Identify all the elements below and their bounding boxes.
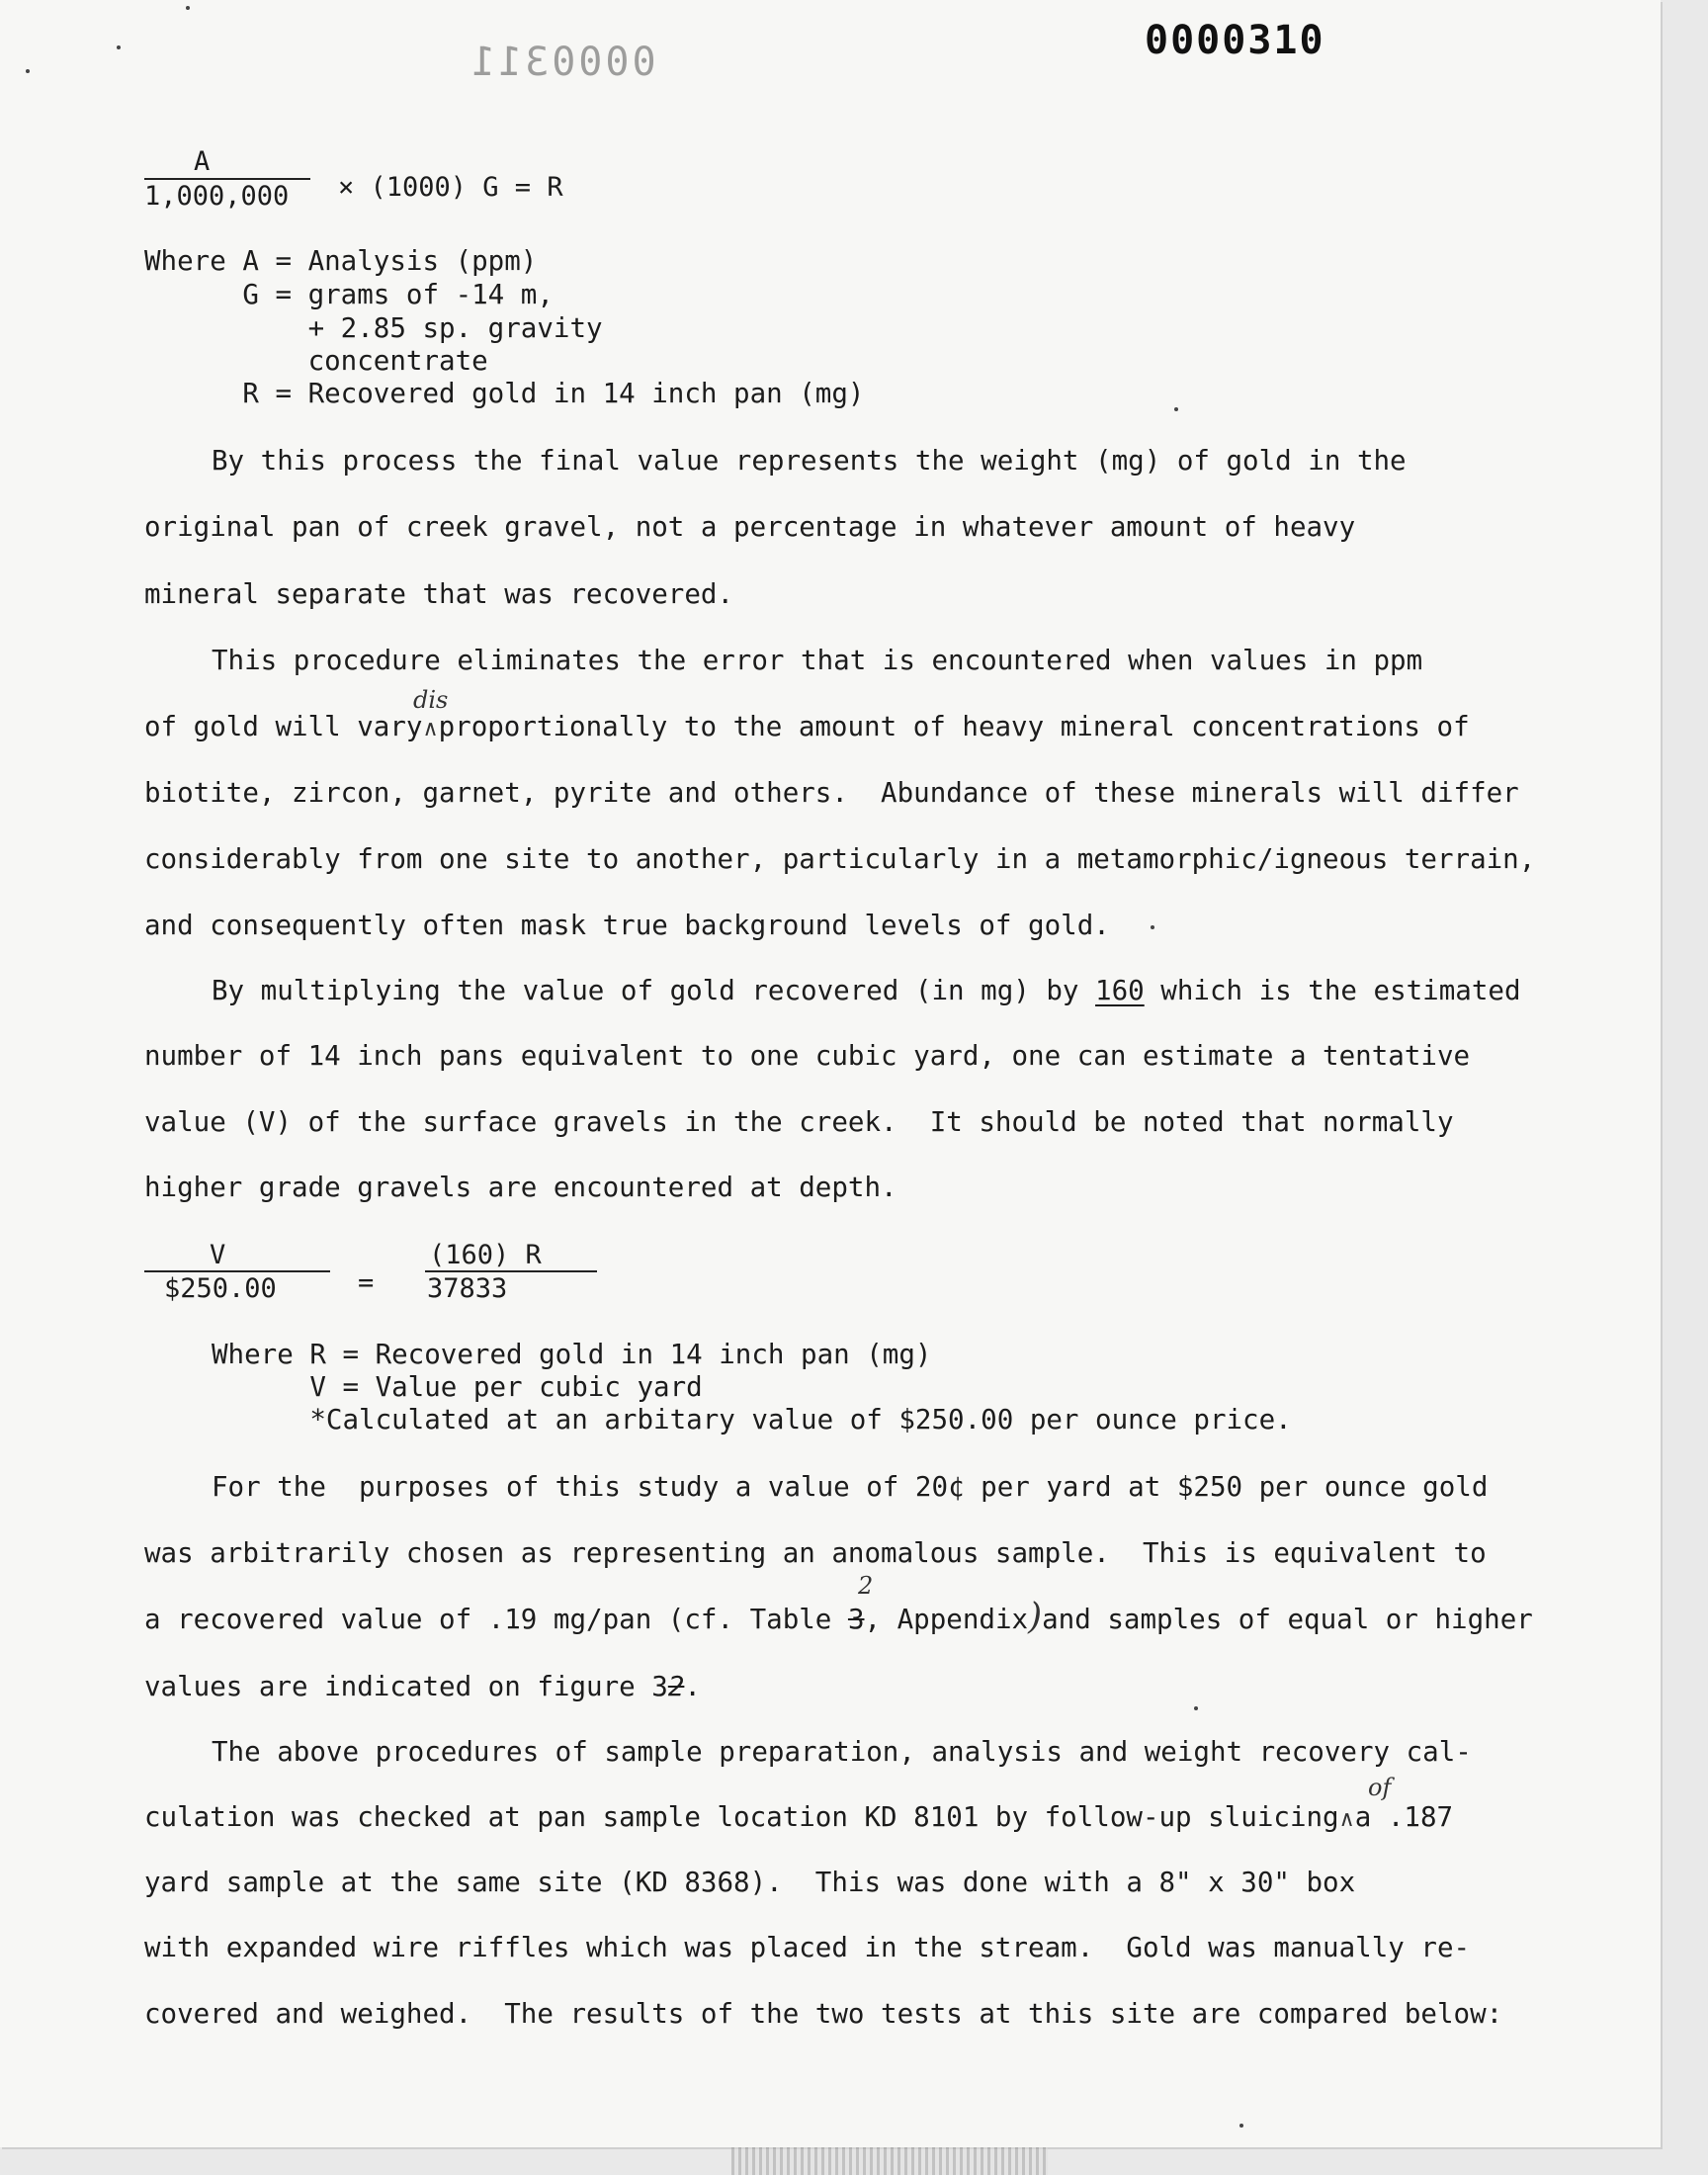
insertion-caret: ∧ xyxy=(1338,1807,1355,1832)
text-line: culation was checked at pan sample location KD 8101 by follow-up sluicing∧a .187 xyxy=(144,1801,1454,1833)
text-line: was arbitrarily chosen as representing an anomalous sample. This is equivalent to xyxy=(144,1537,1487,1569)
handwritten-table-number: 2 xyxy=(858,1572,874,1600)
speck xyxy=(26,69,30,73)
speck xyxy=(1239,2124,1243,2128)
handwritten-insertion: dis xyxy=(413,686,449,714)
text-line: original pan of creek gravel, not a percentage in whatever amount of heavy xyxy=(144,511,1356,543)
definition-line: Where A = Analysis (ppm) xyxy=(144,245,538,277)
text-line: values are indicated on figure 32. xyxy=(144,1671,701,1702)
text-line: of gold will vary∧proportionally to the amount of heavy mineral concentrations of xyxy=(144,711,1470,742)
definition-line: R = Recovered gold in 14 inch pan (mg) xyxy=(144,378,865,409)
formula-right-numerator: (160) R xyxy=(429,1240,542,1270)
text-line: considerably from one site to another, particularly in a metamorphic/igneous terrain, xyxy=(144,843,1536,875)
text-line: mineral separate that was recovered. xyxy=(144,578,734,610)
definition-line: concentrate xyxy=(144,345,488,377)
definition-line: *Calculated at an arbitary value of $250.00 per ounce price. xyxy=(212,1404,1292,1436)
text-line: value (V) of the surface gravels in the creek. It should be noted that normally xyxy=(144,1106,1454,1138)
text-line: By this process the final value represents the weight (mg) of gold in the xyxy=(212,445,1407,477)
text-line: with expanded wire riffles which was placed in the stream. Gold was manually re- xyxy=(144,1932,1471,1963)
text-line: a recovered value of .19 mg/pan (cf. Table 3, Appendix)and samples of equal or higher xyxy=(144,1597,1533,1637)
document-number: 0000310 xyxy=(1145,18,1325,63)
insertion-caret: ∧ xyxy=(422,717,439,741)
handwritten-paren: ) xyxy=(1028,1597,1043,1637)
fraction-bar xyxy=(144,1270,330,1272)
text-line: covered and weighed. The results of the two tests at this site are compared below: xyxy=(144,1998,1503,2030)
text-line: This procedure eliminates the error that is encountered when values in ppm xyxy=(212,645,1423,676)
text-line: The above procedures of sample preparation, analysis and weight recovery cal- xyxy=(212,1736,1472,1768)
formula-right-denominator: 37833 xyxy=(427,1273,508,1304)
definition-line: + 2.85 sp. gravity xyxy=(144,312,603,344)
bleed-through-number: 0000311 xyxy=(469,40,656,85)
speck xyxy=(1151,925,1154,929)
formula-denominator: 1,000,000 xyxy=(144,181,290,212)
text-line: number of 14 inch pans equivalent to one cubic yard, one can estimate a tentative xyxy=(144,1040,1471,1072)
definition-line: V = Value per cubic yard xyxy=(212,1371,703,1403)
speck xyxy=(1194,1706,1198,1710)
formula-equals: = xyxy=(358,1267,375,1298)
definition-line: G = grams of -14 m, xyxy=(144,279,554,310)
struck-figure-number: 2 xyxy=(667,1671,685,1702)
formula-numerator: A xyxy=(194,146,211,177)
struck-number: 3 xyxy=(847,1604,865,1635)
underlined-value: 160 xyxy=(1095,975,1145,1006)
scan-edge-strip xyxy=(731,2147,1048,2175)
speck xyxy=(186,6,190,10)
speck xyxy=(1174,407,1178,411)
fraction-bar xyxy=(144,178,310,180)
text-line: and consequently often mask true background levels of gold. xyxy=(144,910,1110,941)
text-line: yard sample at the same site (KD 8368). This was done with a 8" x 30" box xyxy=(144,1867,1356,1898)
definition-line: Where R = Recovered gold in 14 inch pan (mg) xyxy=(212,1339,932,1370)
fraction-bar xyxy=(425,1270,597,1272)
text-line: higher grade gravels are encountered at depth. xyxy=(144,1172,897,1203)
handwritten-insertion: of xyxy=(1368,1774,1392,1801)
speck xyxy=(117,45,121,49)
formula-left-denominator: $250.00 xyxy=(164,1273,277,1304)
text-line: For the purposes of this study a value of 20¢ per yard at $250 per ounce gold xyxy=(212,1471,1489,1503)
text-line: biotite, zircon, garnet, pyrite and others. Abundance of these minerals will differ xyxy=(144,777,1519,809)
formula-left-numerator: V xyxy=(210,1240,226,1270)
formula-rest: × (1000) G = R xyxy=(338,172,563,203)
text-line: By multiplying the value of gold recovered (in mg) by 160 which is the estimated xyxy=(212,975,1521,1006)
